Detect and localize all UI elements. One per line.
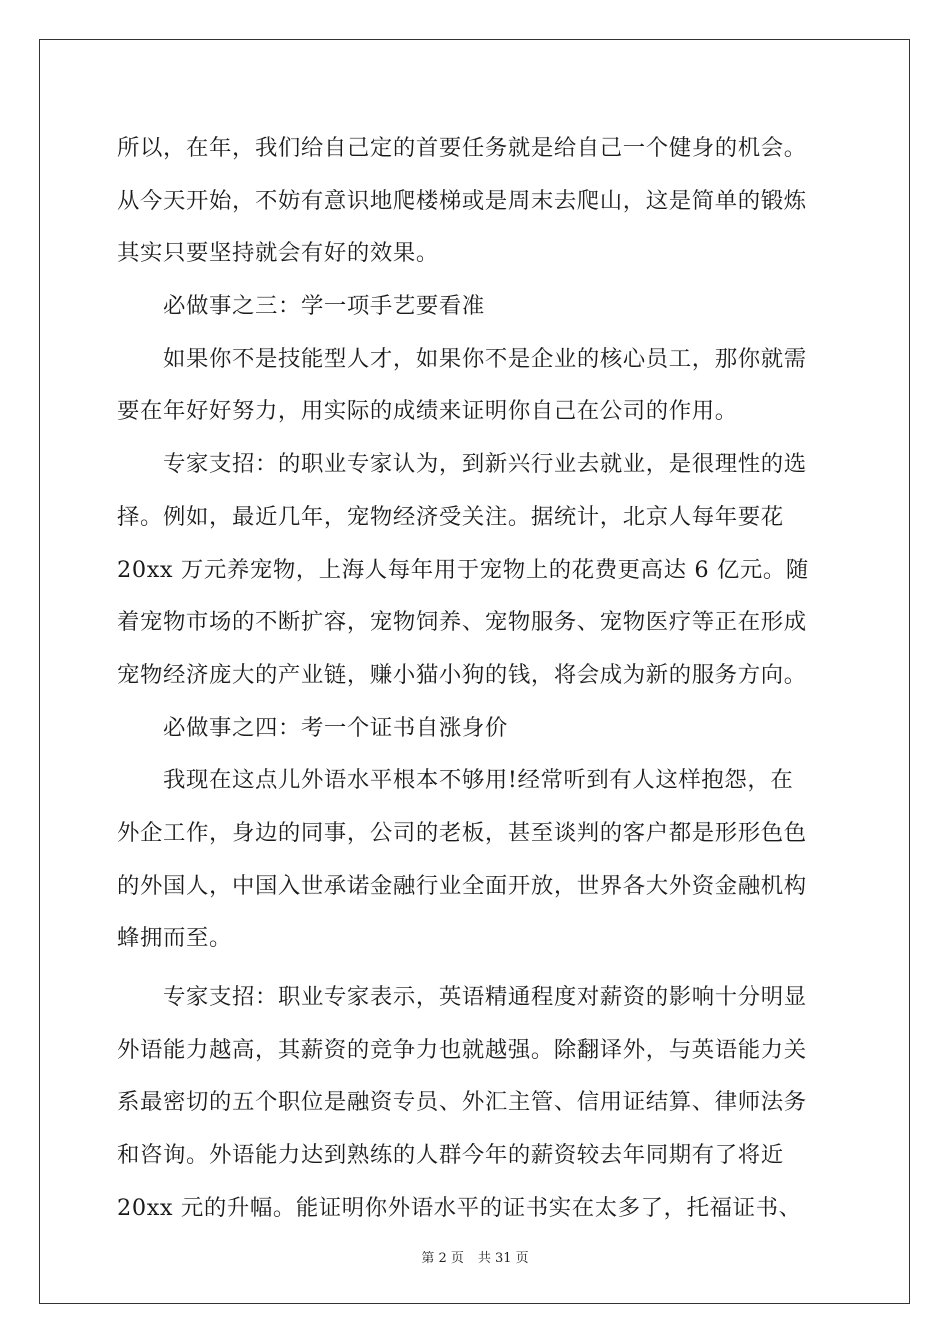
text-line: 和咨询。外语能力达到熟练的人群今年的薪资较去年同期有了将近 — [117, 1142, 784, 1169]
text-line: 择。例如，最近几年，宠物经济受关注。据统计，北京人每年要花 — [117, 503, 784, 530]
document-body — [117, 122, 833, 1234]
text-line: 外企工作，身边的同事，公司的老板，甚至谈判的客户都是形形色色 — [117, 819, 807, 846]
page-number: 第 2 页 — [421, 1251, 464, 1266]
text-line: 所以，在年，我们给自己定的首要任务就是给自己一个健身的机会。 — [117, 135, 807, 161]
text-line: 如果你不是技能型人才，如果你不是企业的核心员工，那你就需 — [163, 345, 807, 372]
text-line: 着宠物市场的不断扩容，宠物饲养、宠物服务、宠物医疗等正在形成 — [117, 609, 807, 636]
text-line: 外语能力越高，其薪资的竞争力也就越强。除翻译外，与英语能力关 — [117, 1036, 807, 1063]
text-line: 要在年好好努力，用实际的成绩来证明你自己在公司的作用。 — [117, 398, 738, 425]
text-line: 专家支招：职业专家表示，英语精通程度对薪资的影响十分明显 — [163, 984, 807, 1010]
text-line: 从今天开始，不妨有意识地爬楼梯或是周末去爬山，这是简单的锻炼 — [117, 187, 807, 214]
text-line: 其实只要坚持就会有好的效果。 — [117, 240, 439, 267]
page-footer — [0, 1247, 950, 1266]
text-line: 20xx 万元养宠物，上海人每年用于宠物上的花费更高达 6 亿元。随 — [117, 556, 809, 583]
text-line: 宠物经济庞大的产业链，赚小猫小狗的钱，将会成为新的服务方向。 — [117, 661, 807, 688]
page-total: 共 31 页 — [477, 1251, 529, 1266]
section-heading: 必做事之四：考一个证书自涨身价 — [163, 714, 508, 741]
text-line: 我现在这点儿外语水平根本不够用!经常听到有人这样抱怨，在 — [163, 767, 794, 794]
text-line: 系最密切的五个职位是融资专员、外汇主管、信用证结算、律师法务 — [117, 1089, 807, 1116]
section-heading: 必做事之三：学一项手艺要看准 — [163, 293, 485, 320]
text-line: 20xx 元的升幅。能证明你外语水平的证书实在太多了，托福证书、 — [117, 1194, 802, 1221]
text-line: 专家支招：的职业专家认为，到新兴行业去就业，是很理性的选 — [163, 451, 807, 478]
text-line: 蜂拥而至。 — [117, 925, 232, 952]
text-line: 的外国人，中国入世承诺金融行业全面开放，世界各大外资金融机构 — [117, 872, 807, 899]
